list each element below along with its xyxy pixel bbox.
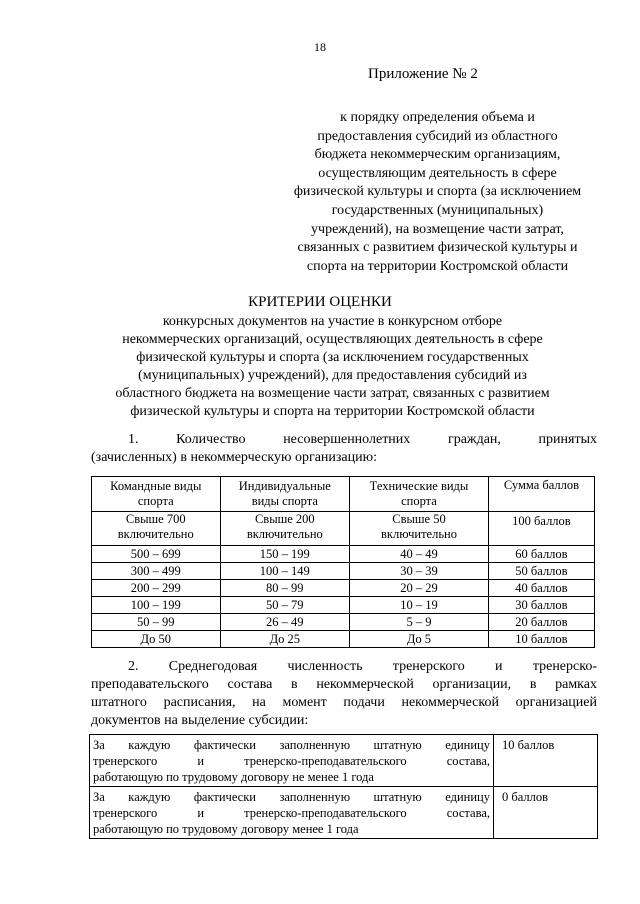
- criteria-line: физической культуры и спорта (за исключением государственных: [136, 350, 529, 365]
- score-cell: 0 баллов: [494, 787, 598, 839]
- criteria-line: конкурсных документов на участие в конкурсном отборе: [162, 314, 503, 329]
- table-row: [92, 580, 595, 597]
- table-cell: 500 – 699: [92, 546, 221, 563]
- table-cell: 30 баллов: [488, 597, 594, 614]
- criterion-cell: За каждую фактически заполненную штатную единицу тренерского и тренерско-преподавательского состава, работающую по трудовому договору не менее 1 года: [90, 735, 494, 787]
- intro-line: осуществляющим деятельность в сфере: [318, 165, 557, 181]
- table-cell: До 25: [220, 631, 350, 648]
- intro-line: связанных с развитием физической культуры и: [297, 240, 578, 256]
- intro-line: к порядку определения объема и: [340, 110, 535, 125]
- section2-heading-cont: штатного расписания, на момент подачи некоммерческой организацией: [91, 695, 597, 710]
- table-cell: 40 – 49: [350, 546, 489, 563]
- table-cell: 100 – 149: [220, 563, 350, 580]
- table-cell: 100 баллов: [488, 512, 594, 546]
- section2-heading-cont: преподавательского состава в некоммерческой организации, в рамках: [91, 677, 597, 692]
- table-cell: 50 – 99: [92, 614, 221, 631]
- table-cell: 10 баллов: [488, 631, 594, 648]
- section2-heading: 2. Среднегодовая численность тренерского и тренерско-: [128, 659, 597, 674]
- table-cell: 26 – 49: [220, 614, 350, 631]
- intro-line: предоставления субсидий из областного: [317, 128, 558, 144]
- intro-line: учреждений), на возмещение части затрат,: [311, 221, 564, 237]
- intro-line: бюджета некоммерческим организациям,: [314, 147, 561, 163]
- table-cell: До 5: [350, 631, 489, 648]
- table-cell: 50 – 79: [220, 597, 350, 614]
- section1-heading-cont: (зачисленных) в некоммерческую организацию:: [91, 450, 377, 465]
- table-children-count: [91, 476, 595, 648]
- criteria-line: (муниципальных) учреждений), для предоставления субсидий из: [138, 368, 527, 383]
- table-cell: 60 баллов: [488, 546, 594, 563]
- table-cell: 40 баллов: [488, 580, 594, 597]
- table-cell: 300 – 499: [92, 563, 221, 580]
- intro-line: государственных (муниципальных): [331, 203, 544, 218]
- table-cell: 20 – 29: [350, 580, 489, 597]
- table-row: [92, 614, 595, 631]
- table-staff-count: [89, 734, 598, 839]
- table-row: [92, 597, 595, 614]
- header-cell: Технические виды спорта: [350, 477, 489, 512]
- criteria-line: некоммерческих организаций, осуществляющих деятельность в сфере: [122, 332, 543, 347]
- table-cell: 200 – 299: [92, 580, 221, 597]
- appendix-title: Приложение № 2: [368, 66, 478, 82]
- criteria-title: КРИТЕРИИ ОЦЕНКИ: [248, 294, 392, 310]
- table-cell: 100 – 199: [92, 597, 221, 614]
- table-row: [92, 512, 595, 546]
- table-cell: Свыше 50 включительно: [350, 512, 489, 546]
- criteria-line: областного бюджета на возмещение части затрат, связанных с развитием: [115, 386, 550, 401]
- intro-line: физической культуры и спорта (за исключением: [293, 184, 582, 200]
- section2-heading-cont: документов на выделение субсидии:: [91, 713, 309, 728]
- table-cell: 10 – 19: [350, 597, 489, 614]
- header-cell: Сумма баллов: [488, 477, 594, 512]
- table-row: [90, 787, 598, 839]
- intro-line: спорта на территории Костромской области: [306, 258, 569, 274]
- header-cell: Индивидуальные виды спорта: [220, 477, 350, 512]
- table-row: [92, 546, 595, 563]
- table-cell: 30 – 39: [350, 563, 489, 580]
- table-cell: 150 – 199: [220, 546, 350, 563]
- table-cell: 20 баллов: [488, 614, 594, 631]
- table-row: [90, 735, 598, 787]
- table-cell: Свыше 700 включительно: [92, 512, 221, 546]
- section1-heading: 1. Количество несовершеннолетних граждан, принятых: [128, 432, 597, 447]
- table-cell: 80 – 99: [220, 580, 350, 597]
- table-row: [92, 563, 595, 580]
- table-header-row: [92, 477, 595, 512]
- page-number: 18: [314, 40, 326, 54]
- table-cell: 50 баллов: [488, 563, 594, 580]
- table-cell: 5 – 9: [350, 614, 489, 631]
- table-cell: До 50: [92, 631, 221, 648]
- score-cell: 10 баллов: [494, 735, 598, 787]
- table-cell: Свыше 200 включительно: [220, 512, 350, 546]
- criteria-line: физической культуры и спорта на территории Костромской области: [130, 404, 535, 419]
- header-cell: Командные виды спорта: [92, 477, 221, 512]
- criterion-cell: За каждую фактически заполненную штатную единицу тренерского и тренерско-преподавательского состава, работающую по трудовому договору менее 1 года: [90, 787, 494, 839]
- table-row: [92, 631, 595, 648]
